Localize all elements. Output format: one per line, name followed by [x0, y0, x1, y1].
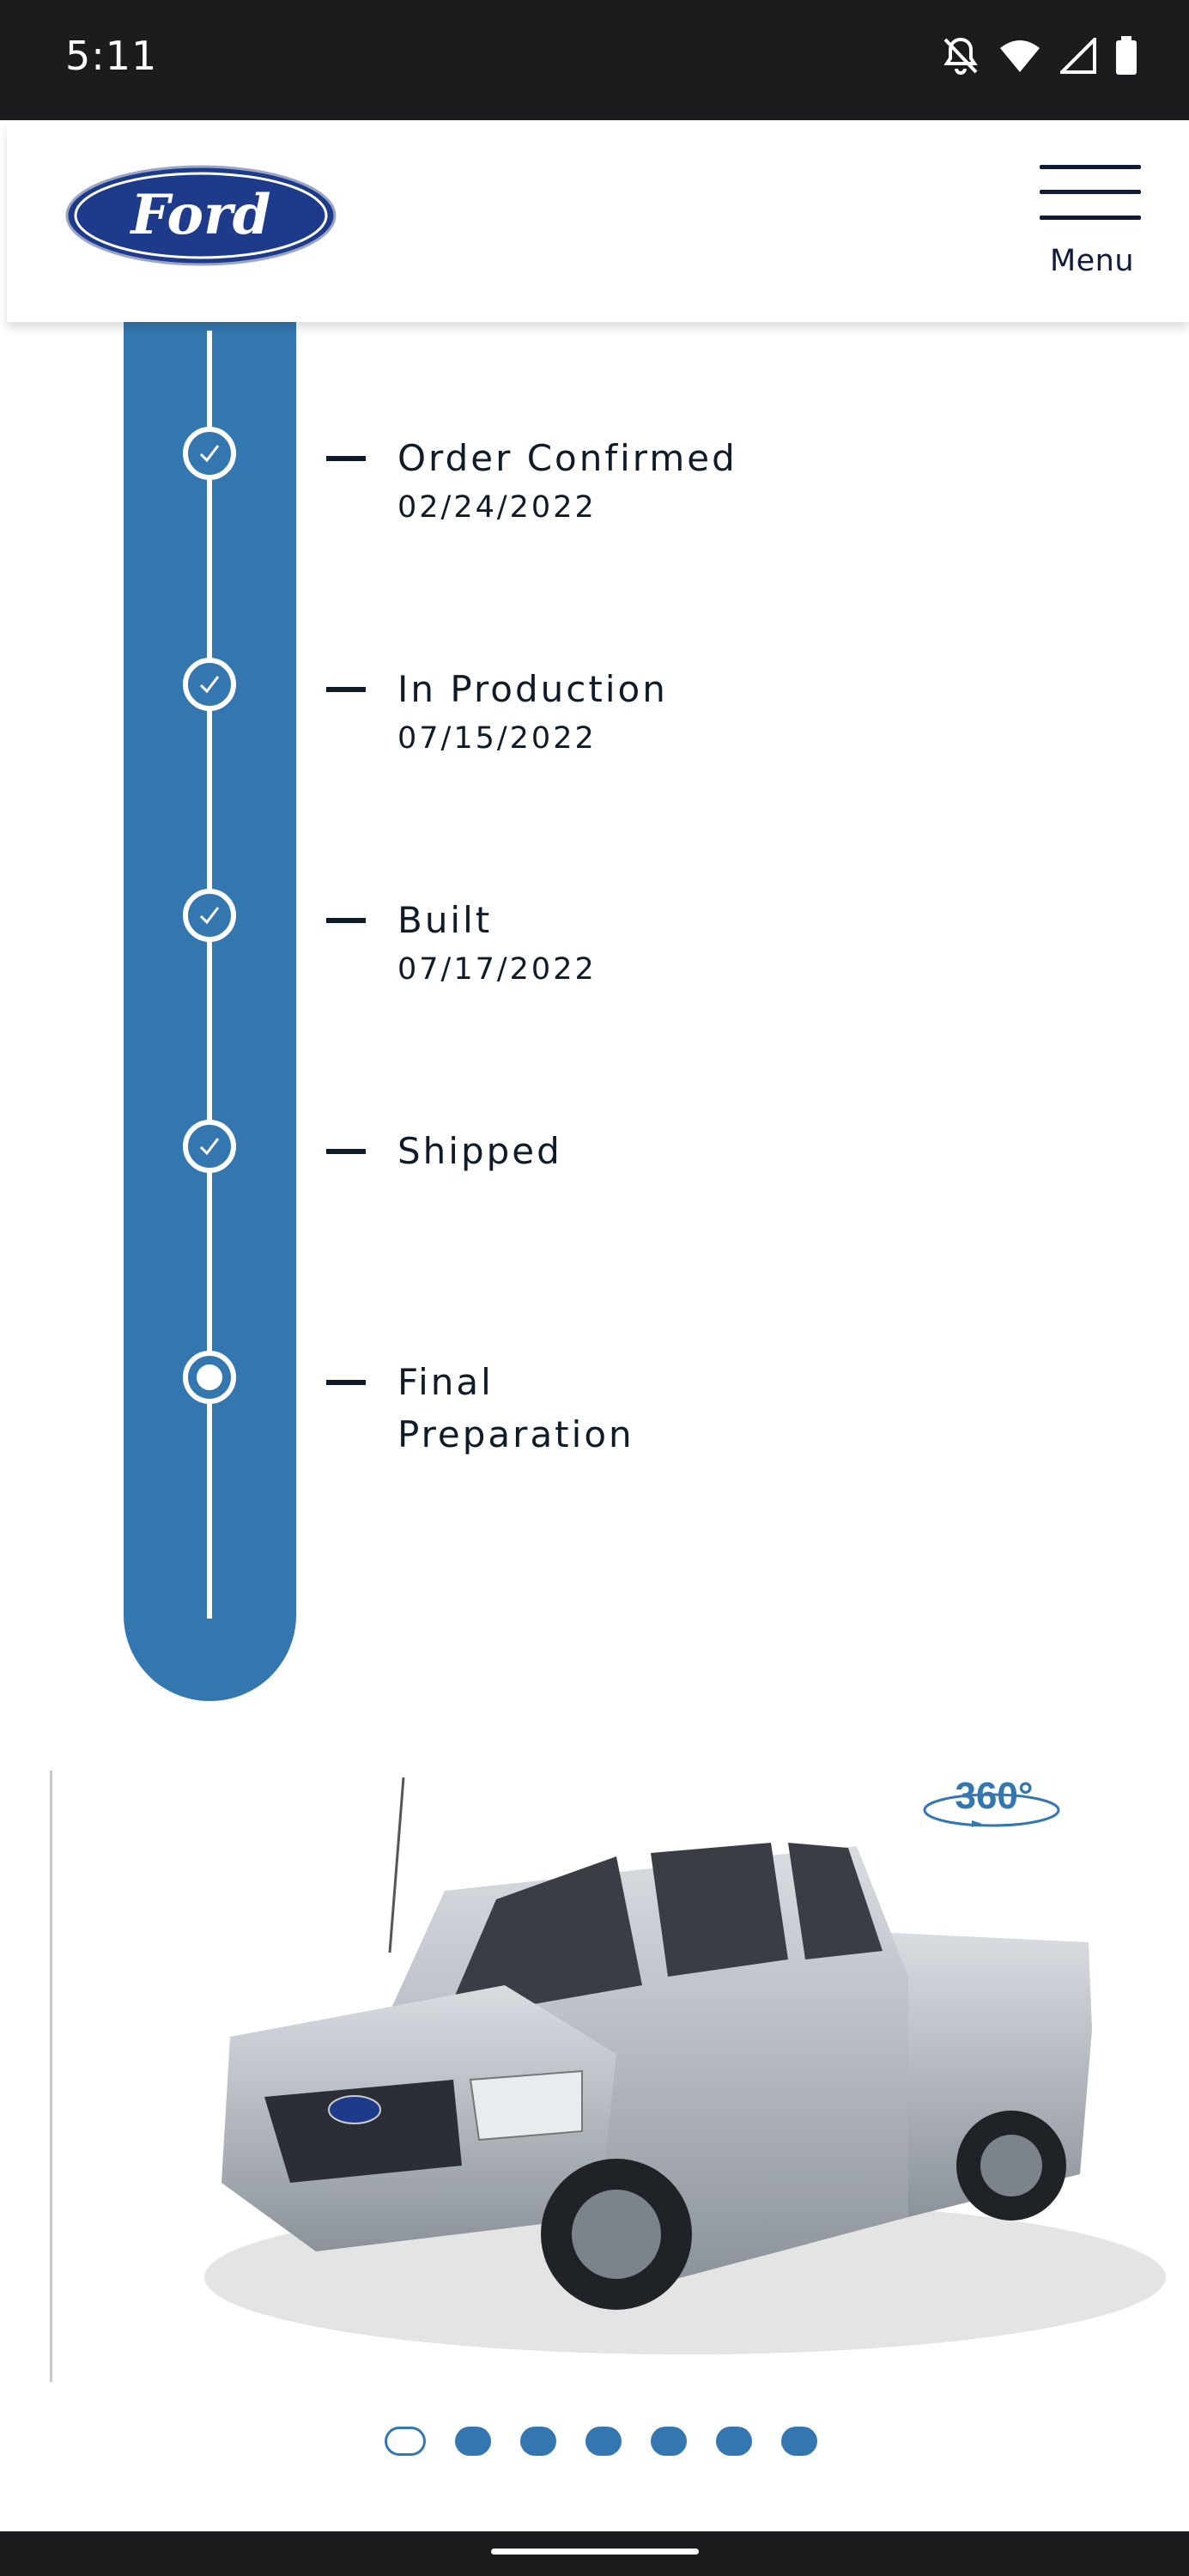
carousel-dot[interactable] — [455, 2427, 491, 2456]
carousel-dot[interactable] — [781, 2427, 817, 2456]
carousel-dot[interactable] — [651, 2427, 687, 2456]
truck-image — [136, 1771, 1166, 2382]
step-label: Final Preparation — [397, 1361, 634, 1455]
wifi-icon — [998, 38, 1041, 74]
current-step-icon — [183, 1351, 236, 1404]
step-date: 02/24/2022 — [397, 490, 597, 525]
step-dash — [326, 1380, 366, 1385]
rail-line — [207, 331, 212, 1619]
step-label: Built — [397, 899, 493, 941]
step-label: Shipped — [397, 1130, 562, 1172]
menu-label: Menu — [1049, 244, 1135, 278]
system-nav-bar — [0, 2531, 1189, 2576]
carousel-pagination — [385, 2423, 817, 2459]
view-360-button[interactable] — [920, 1774, 1063, 1834]
carousel-dot[interactable] — [520, 2427, 556, 2456]
home-gesture-handle[interactable] — [491, 2549, 699, 2555]
signal-icon — [1060, 38, 1096, 74]
step-dash — [326, 456, 366, 461]
hamburger-icon — [1040, 165, 1141, 169]
check-icon — [183, 1120, 236, 1173]
vehicle-image-carousel[interactable] — [50, 1771, 1157, 2382]
step-label: Order Confirmed — [397, 437, 737, 479]
step-dash — [326, 1149, 366, 1154]
order-progress-rail — [124, 322, 296, 1701]
check-icon — [183, 889, 236, 942]
status-icons — [942, 33, 1137, 79]
battery-icon — [1115, 36, 1137, 76]
step-date: 07/17/2022 — [397, 952, 597, 987]
ford-logo[interactable] — [64, 163, 338, 268]
carousel-dot[interactable] — [716, 2427, 752, 2456]
carousel-border — [50, 1771, 52, 2382]
carousel-dot[interactable] — [585, 2427, 622, 2456]
step-dash — [326, 687, 366, 692]
carousel-dot-active[interactable] — [385, 2427, 426, 2456]
status-time: 5:11 — [65, 33, 158, 79]
status-bar — [0, 0, 1189, 120]
check-icon — [183, 427, 236, 480]
step-label: In Production — [397, 668, 668, 710]
menu-button[interactable] — [1036, 165, 1148, 285]
logo-text: Ford — [130, 183, 271, 247]
site-header — [7, 120, 1189, 322]
step-dash — [326, 918, 366, 923]
check-icon — [183, 658, 236, 711]
view-360-label: 360° — [955, 1775, 1034, 1817]
step-date: 07/15/2022 — [397, 721, 597, 756]
bell-off-icon — [942, 36, 980, 76]
